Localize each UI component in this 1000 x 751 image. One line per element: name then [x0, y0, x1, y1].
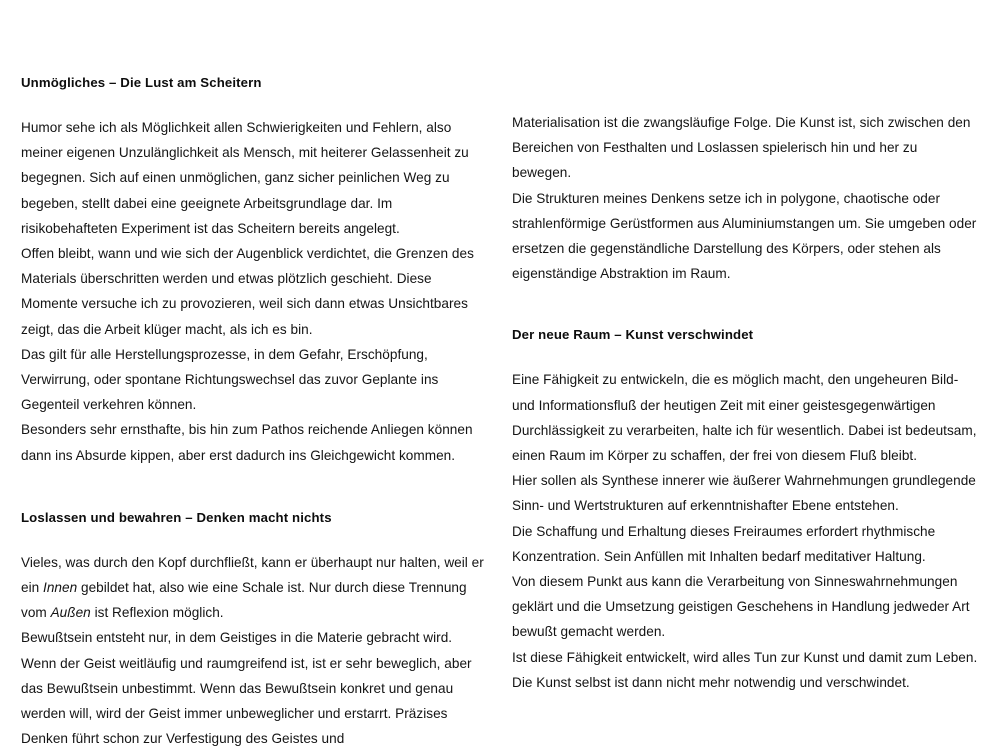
spacer [21, 91, 488, 115]
left-column [21, 74, 488, 751]
section-continuation [512, 110, 979, 286]
paragraph: Materialisation ist die zwangsläufige Folge. Die Kunst ist, sich zwischen den Bereichen von Festhalten und Loslassen spielerisch hin und her zu bewegen. [512, 115, 971, 181]
paragraph: Eine Fähigkeit zu entwickeln, die es möglich macht, den ungeheuren Bild- und Informationsfluß der heutigen Zeit mit einer geistesgegenwärtigen Durchlässigkeit zu verarbeiten, halte ich für wesentlich. Dabei ist bedeutsam, einen Raum im Körper zu schaffen, der frei von diesem Fluß bleibt. [512, 372, 977, 464]
paragraph: Die Strukturen meines Denkens setze ich in polygone, chaotische oder strahlenförmige Gerüstformen aus Aluminiumstangen um. Sie umgeben oder ersetzen die gegenständliche Darstellung des Körpers, oder stehen als eigenständige Abstraktion im Raum. [512, 190, 977, 282]
paragraph: Ist diese Fähigkeit entwickelt, wird alles Tun zur Kunst und damit zum Leben. Die Kunst selbst ist dann nicht mehr notwendig und verschwindet. [512, 649, 978, 690]
two-column-text-body [21, 74, 979, 751]
paragraph: Das gilt für alle Herstellungsprozesse, in dem Gefahr, Erschöpfung, Verwirrung, oder spontane Richtungswechsel das zuvor Geplante ins Gegenteil verkehren können. [21, 346, 439, 413]
heading-unmoegliches: Unmögliches – Die Lust am Scheitern [21, 75, 262, 90]
paragraph: Humor sehe ich als Möglichkeit allen Schwierigkeiten und Fehlern, also meiner eigenen Unzulänglichkeit als Mensch, mit heiterer Gelassenheit zu begegnen. Sich auf einen unmöglichen, ganz sicher peinlichen Weg zu begeben, stellt dabei eine geeignete Arbeitsgrundlage dar. Im risikobehafteten Experiment ist das Scheitern bereits angelegt. [21, 120, 469, 236]
section-loslassen-und-bewahren [21, 509, 488, 751]
paragraph: Die Schaffung und Erhaltung dieses Freiraumes erfordert rhythmische Konzentration. Sein Anfüllen mit Inhalten bedarf meditativer Haltung. [512, 523, 936, 564]
spacer [512, 343, 979, 367]
section-unmoegliches [21, 74, 488, 468]
paragraph: Von diesem Punkt aus kann die Verarbeitung von Sinneswahrnehmungen geklärt und die Umsetzung geistigen Geschehens in Handlung jedweder Art bewußt gemacht werden. [512, 574, 970, 640]
paragraph: Hier sollen als Synthese innerer wie äußerer Wahrnehmungen grundlegende Sinn- und Wertstrukturen auf erkenntnishafter Ebene entstehen. [512, 473, 976, 514]
spacer [21, 468, 488, 509]
right-column [512, 74, 979, 695]
heading-loslassen-und-bewahren: Loslassen und bewahren – Denken macht nichts [21, 509, 332, 525]
paragraph: Offen bleibt, wann und wie sich der Augenblick verdichtet, die Grenzen des Materials überschritten werden und etwas plötzlich geschieht. Diese Momente versuche ich zu provozieren, weil sich dann etwas Unsichtbares zeigt, das die Arbeit klüger macht, als ich es bin. [21, 246, 474, 337]
paragraph: Bewußtsein entsteht nur, in dem Geistiges in die Materie gebracht wird. Wenn der Geist weitläufig und raumgreifend ist, ist er sehr beweglich, aber das Bewußtsein unbestimmt. Wenn das Bewußtsein konkret und genau werden will, wird der Geist immer unbeweglicher und erstarrt. Präzises Denken führt schon zur Verfestigung des Geistes und [21, 630, 472, 747]
paragraph: Vieles, was durch den Kopf durchfließt, kann er überhaupt nur halten, weil er ein Innen gebildet hat, also wie eine Schale ist. Nur durch diese Trennung vom Außen ist Reflexion möglich. [21, 554, 484, 621]
spacer [512, 286, 979, 326]
section-der-neue-raum [512, 326, 979, 695]
paragraph: Besonders sehr ernsthafte, bis hin zum Pathos reichende Anliegen können dann ins Absurde kippen, aber erst dadurch ins Gleichgewicht kommen. [21, 422, 473, 463]
spacer [21, 526, 488, 550]
heading-der-neue-raum: Der neue Raum – Kunst verschwindet [512, 327, 754, 343]
